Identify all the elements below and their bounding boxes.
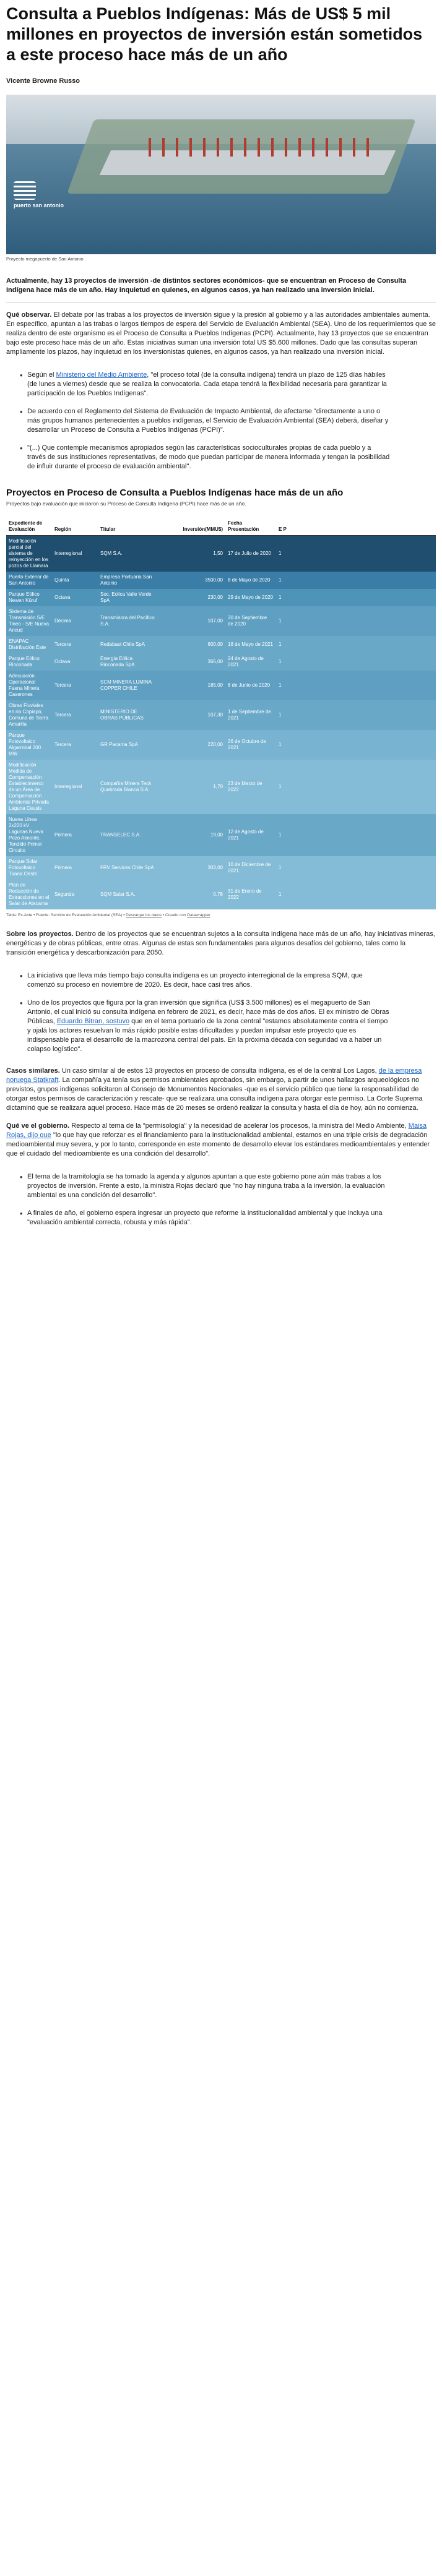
table-cell-e: 1 xyxy=(276,636,436,653)
paragraph-text: Dentro de los proyectos que se encuentran sujetos a la consulta indígena hace más de un año, hay iniciativas mineras, energéticas y de obras públicas, entre otras. Algunas de estas son fundamentales para algunos desafíos del gobierno, tales como la transición energética y descarbonización para 2050. xyxy=(6,930,435,956)
bullet-text: El tema de la tramitología se ha tomado la agenda y algunos apuntan a que este gobierno pone aún más trabas a los proyectos de inversión. Frente a esto, la ministra Rojas declaró que "no hay ninguna traba a la inversión, la evaluación ambiental es una condición del desarrollo". xyxy=(27,1173,385,1199)
paragraph-heading: Qué ve el gobierno. xyxy=(6,1122,70,1130)
table-header-cell: E P xyxy=(276,518,436,536)
paragraph-text: Respecto al tema de la "permisología" y la necesidad de acelerar los procesos, la ministra del Medio Ambiente, xyxy=(69,1122,409,1130)
bullet-item xyxy=(20,1172,391,1200)
paragraph-sobre-proyectos xyxy=(6,930,436,958)
table-cell-fecha: 10 de Diciembre de 2021 xyxy=(225,856,276,880)
bullet-text: Según el xyxy=(27,371,56,379)
article xyxy=(0,0,442,1236)
paragraph-casos-similares xyxy=(6,1067,436,1113)
table-cell-e: 1 xyxy=(276,856,436,880)
bullet-list-2 xyxy=(20,971,436,1054)
table-cell-fecha: 8 de Junio de 2020 xyxy=(225,671,276,700)
table-cell-name: Parque Eólico Newen Küruf xyxy=(6,589,52,606)
table-header-cell: Región xyxy=(52,518,98,536)
table-cell-region: Segunda xyxy=(52,880,98,909)
paragraph-que-ve-gobierno xyxy=(6,1122,436,1159)
table-cell-region: Tercera xyxy=(52,671,98,700)
table-row xyxy=(6,700,436,730)
paragraph-text: . La compañía ya tenía sus permisos ambientales aprobados, sin embargo, a partir de unos hallazgos arqueológicos no previstos, grupos indígenas solicitaron al Consejo de Monumentos Nacionales -que es el servicio público que tiene la responsabilidad de otorgar estos permisos de caracterización y rescate- que se realizara una consulta indígena para otorgar este permiso. La Corte Suprema dictaminó que se realizara aquel proceso. Hace más de 20 meses se ordenó realizar la consulta y hasta el día de hoy, aún no comienza. xyxy=(6,1076,423,1112)
table-row xyxy=(6,572,436,589)
table-cell-inv: 3500,00 xyxy=(158,572,225,589)
table-cell-inv: 0,78 xyxy=(158,880,225,909)
table-title: Proyectos en Proceso de Consulta a Pueblos Indígenas hace más de un año xyxy=(6,487,344,498)
table-cell-region: Octava xyxy=(52,589,98,606)
bullet-item xyxy=(20,407,391,435)
table-cell-e: 1 xyxy=(276,700,436,730)
table-cell-titular: FRV Services Chile SpA xyxy=(98,856,158,880)
bullet-link[interactable]: Ministerio del Medio Ambiente xyxy=(56,371,147,379)
bullet-item xyxy=(20,998,391,1054)
table-row xyxy=(6,671,436,700)
table-cell-titular: SQM Salar S.A. xyxy=(98,880,158,909)
bullet-list-1 xyxy=(20,371,436,471)
table-cell-e: 1 xyxy=(276,536,436,572)
table-source xyxy=(6,913,436,917)
bullet-text: , "el proceso total (de la consulta indígena) tendrá un plazo de 125 días hábiles (de lunes a viernes) desde que se realiza la convocatoria. Cada etapa tendrá la flexibilidad necesaria para garantizar la participación de los Pueblos Indígenas". xyxy=(27,371,387,397)
table-cell-e: 1 xyxy=(276,572,436,589)
table-cell-inv: 107,30 xyxy=(158,700,225,730)
table-cell-inv: 185,00 xyxy=(158,671,225,700)
table-cell-titular: Transmisora del Pacífico S.A. xyxy=(98,606,158,636)
table-cell-titular: Redabast Chile SpA xyxy=(98,636,158,653)
bullet-list-3 xyxy=(20,1172,436,1227)
table-cell-titular: Empresa Portuaria San Antonio xyxy=(98,572,158,589)
table-cell-region: Décima xyxy=(52,606,98,636)
table-cell-fecha: 17 de Julio de 2020 xyxy=(225,536,276,572)
table-cell-titular: Soc. Eolica Valle Verde SpA xyxy=(98,589,158,606)
table-cell-fecha: 8 de Mayo de 2020 xyxy=(225,572,276,589)
article-lead: Actualmente, hay 13 proyectos de inversión -de distintos sectores económicos- que se encuentran en Proceso de Consulta Indígena hace más de un año. Hay inquietud en quienes, en algunos casos, ya han realizado una inversión inicial. xyxy=(6,277,407,294)
table-row xyxy=(6,606,436,636)
table-cell-name: ENAPAC Distribución Este xyxy=(6,636,52,653)
datawrapper-link[interactable]: Datawrapper xyxy=(187,913,210,917)
paragraph-text: Un caso similar al de estos 13 proyectos en proceso de consulta indígena, es el de la central Los Lagos, xyxy=(59,1067,379,1075)
paragraph-text: El debate por las trabas a los proyectos de inversión sigue y la presión al gobierno y a las autoridades ambientales aumenta. En específico, apuntan a las trabas o largos tiempos de espera del Servicio de Evaluación Ambiental (SEA). Uno de los requerimientos que se realiza dentro de este organismo es el Proceso de Consulta a Pueblos Indígenas (PCPI). Actualmente, hay 13 proyectos que se encuentran bajo este proceso hace más de un año. Estas iniciativas suman una inversión total US $5.600 millones. Dado que las consultas superan ampliamente los plazos, hay inquietud en los inversionistas quienes, en algunos casos, ya han realizado una inversión inicial. xyxy=(6,311,436,356)
table-cell-e: 1 xyxy=(276,606,436,636)
table-header-cell: Expediente de Evaluación xyxy=(6,518,52,536)
table-row xyxy=(6,814,436,856)
table-cell-name: Nueva Línea 2x220 kV Lagunas Nueva Pozo Almonte, Tendido Primer Circuito xyxy=(6,814,52,856)
table-cell-name: Parque Solar Fotovoltaico Tirana Oeste xyxy=(6,856,52,880)
table-cell-fecha: 30 de Septiembre de 2020 xyxy=(225,606,276,636)
table-cell-fecha: 12 de Agosto de 2021 xyxy=(225,814,276,856)
table-cell-name: Adecuación Operacional Faena Minera Caserones xyxy=(6,671,52,700)
table-cell-titular: TRANSELEC S.A. xyxy=(98,814,158,856)
paragraph-text: "lo que hay que reforzar es el financiamiento para la institucionalidad ambiental, estamos en una triple crisis de degradación medioambiental muy severa, y por lo tanto, corresponde en este momento de desarrollo elevar los estándares medioambientales y entender que el cuidado del medioambiente es una condición del desarrollo". xyxy=(6,1131,430,1157)
author-name: Vicente Browne Russo xyxy=(6,77,80,85)
bullet-text: La iniciativa que lleva más tiempo bajo consulta indígena es un proyecto interregional de la empresa SQM, que comenzó su proceso en noviembre de 2020. Es decir, hace casi tres años. xyxy=(27,972,363,989)
table-cell-e: 1 xyxy=(276,880,436,909)
paragraph-heading: Casos similares. xyxy=(6,1067,60,1075)
table-row xyxy=(6,653,436,671)
bullet-text: que en el tema portuario de la zona central "estamos absolutamente contra el tiempo y ojalá los actores resuelvan lo más rápido posible estas dificultades y puedan impulsar este proyecto que es indispensable para el desarrollo de la macrozona central del país. En la próxima década con seguridad va a haber un colapso logístico". xyxy=(27,1018,388,1053)
table-cell-name: Modificación parcial del sistema de reinyección en los pozos de Llamara xyxy=(6,536,52,572)
paragraph-heading: Sobre los proyectos. xyxy=(6,930,74,938)
projects-table xyxy=(6,518,436,909)
table-cell-region: Quinta xyxy=(52,572,98,589)
article-title: Consulta a Pueblos Indígenas: Más de US$ 5 mil millones en proyectos de inversión están sometidos a este proceso hace más de un año xyxy=(6,4,423,64)
table-cell-inv: 1,70 xyxy=(158,760,225,814)
table-cell-name: Plan de Reducción de Extracciones en el Salar de Atacama xyxy=(6,880,52,909)
table-cell-name: Puerto Exterior de San Antonio xyxy=(6,572,52,589)
image-caption: Proyecto megapuerto de San Antonio xyxy=(6,256,84,262)
paragraph-heading: Qué observar. xyxy=(6,311,52,319)
bullet-item xyxy=(20,971,391,990)
table-cell-name: Obras Fluviales en río Copiapó, Comuna de Tierra Amarilla xyxy=(6,700,52,730)
table-cell-e: 1 xyxy=(276,730,436,760)
bullet-item xyxy=(20,444,391,471)
table-cell-titular: SCM MINERA LUMINA COPPER CHILE xyxy=(98,671,158,700)
table-cell-region: Interregional xyxy=(52,760,98,814)
table-cell-titular: Compañía Minera Teck Quebrada Blanca S.A. xyxy=(98,760,158,814)
table-cell-e: 1 xyxy=(276,760,436,814)
table-cell-fecha: 23 de Marzo de 2022 xyxy=(225,760,276,814)
source-text: Tabla: Ex-Ante • Fuente: Servicio de Evaluación Ambiental (SEA) • xyxy=(6,913,125,917)
table-cell-name: Parque Fotovoltaico Algarrobal 200 MW xyxy=(6,730,52,760)
table-cell-inv: 1,50 xyxy=(158,536,225,572)
table-cell-inv: 220,00 xyxy=(158,730,225,760)
paragraph-que-observar xyxy=(6,311,436,357)
table-cell-region: Octava xyxy=(52,653,98,671)
table-cell-region: Primera xyxy=(52,814,98,856)
table-cell-e: 1 xyxy=(276,589,436,606)
table-cell-titular: MINISTERIO DE OBRAS PÚBLICAS xyxy=(98,700,158,730)
table-row xyxy=(6,856,436,880)
table-cell-fecha: 18 de Mayo de 2021 xyxy=(225,636,276,653)
table-cell-e: 1 xyxy=(276,814,436,856)
bullet-text: Uno de los proyectos que figura por la gran inversión que significa (US$ 3.500 millones) es el megapuerto de San Antonio, el cual inició su consulta indígena en febrero de 2021, es decir, hace más de dos años. El ex ministro de Obras Públicas, xyxy=(27,999,389,1025)
table-header-cell: Titular xyxy=(98,518,158,536)
table-row xyxy=(6,730,436,760)
table-cell-fecha: 29 de Mayo de 2020 xyxy=(225,589,276,606)
source-created-with: • Creado con xyxy=(162,913,186,917)
table-cell-inv: 19,00 xyxy=(158,814,225,856)
table-row xyxy=(6,589,436,606)
table-cell-titular: SQM S.A. xyxy=(98,536,158,572)
download-data-link[interactable]: Descargar los datos xyxy=(126,913,162,917)
table-cell-region: Interregional xyxy=(52,536,98,572)
table-body xyxy=(6,536,436,910)
table-cell-inv: 365,00 xyxy=(158,653,225,671)
port-logo xyxy=(14,181,69,209)
port-logo-text: puerto san antonio xyxy=(14,202,64,208)
table-cell-region: Tercera xyxy=(52,700,98,730)
table-cell-region: Primera xyxy=(52,856,98,880)
table-cell-name: Parque Eólico Rinconada xyxy=(6,653,52,671)
table-row xyxy=(6,880,436,909)
table-row xyxy=(6,760,436,814)
table-cell-inv: 107,00 xyxy=(158,606,225,636)
table-row xyxy=(6,636,436,653)
hero-image xyxy=(6,95,436,254)
bullet-text: "(...) Que contemple mecanismos apropiados según las características socioculturales propias de cada pueblo y a través de sus instituciones representativas, de modo que puedan participar de manera informada y tengan la posibilidad de influir durante el proceso de evaluación ambiental". xyxy=(27,444,390,470)
table-header-cell: Fecha Presentación xyxy=(225,518,276,536)
table-cell-e: 1 xyxy=(276,671,436,700)
table-description: Proyectos bajo evaluación que iniciaron su Proceso de Consulta Indígena (PCPI) hace más de un año. xyxy=(6,500,246,507)
table-cell-region: Tercera xyxy=(52,730,98,760)
table-row xyxy=(6,536,436,572)
table-cell-titular: GR Pacama SpA xyxy=(98,730,158,760)
table-cell-fecha: 26 de Octubre de 2021 xyxy=(225,730,276,760)
table-cell-name: Modificación Medida de Compensación Establecimiento de un Área de Compensación Ambiental Privada Laguna Ceusis xyxy=(6,760,52,814)
table-cell-region: Tercera xyxy=(52,636,98,653)
bullet-link[interactable]: Eduardo Bitran, sostuvo xyxy=(56,1018,130,1025)
table-cell-inv: 230,00 xyxy=(158,589,225,606)
bullet-item xyxy=(20,1209,391,1227)
maisa-rojas-link[interactable]: Maisa Rojas, dijo que xyxy=(6,1122,427,1139)
table-cell-inv: 600,00 xyxy=(158,636,225,653)
waves-icon xyxy=(14,181,36,200)
table-header-cell: Inversión(MMU$) xyxy=(158,518,225,536)
table-cell-inv: 303,00 xyxy=(158,856,225,880)
bullet-text: A finales de año, el gobierno espera ingresar un proyecto que reforme la institucionalidad ambiental y que incluya una "evaluación ambiental correcta, robusta y más rápida". xyxy=(27,1209,383,1226)
table-cell-e: 1 xyxy=(276,653,436,671)
table-header-row xyxy=(6,518,436,536)
statkraft-link[interactable]: de la empresa noruega Statkraft xyxy=(6,1067,422,1084)
table-cell-fecha: 24 de Agosto de 2021 xyxy=(225,653,276,671)
table-cell-fecha: 31 de Enero de 2022 xyxy=(225,880,276,909)
table-cell-fecha: 1 de Septiembre de 2021 xyxy=(225,700,276,730)
bullet-text: De acuerdo con el Reglamento del Sistema de Evaluación de Impacto Ambiental, de afectarse "directamente a uno o más grupos humanos pertenecientes a pueblos indígenas, el Servicio de Evaluación Ambiental (SEA) deberá, diseñar y desarrollar un Proceso de Consulta a Pueblos Indígenas (PCPI)". xyxy=(27,408,389,434)
table-cell-name: Sistema de Transmisión S/E Tineo - S/E Nueva Ancud xyxy=(6,606,52,636)
bullet-item xyxy=(20,371,391,398)
table-cell-titular: Energía Eólica Rinconada SpA xyxy=(98,653,158,671)
